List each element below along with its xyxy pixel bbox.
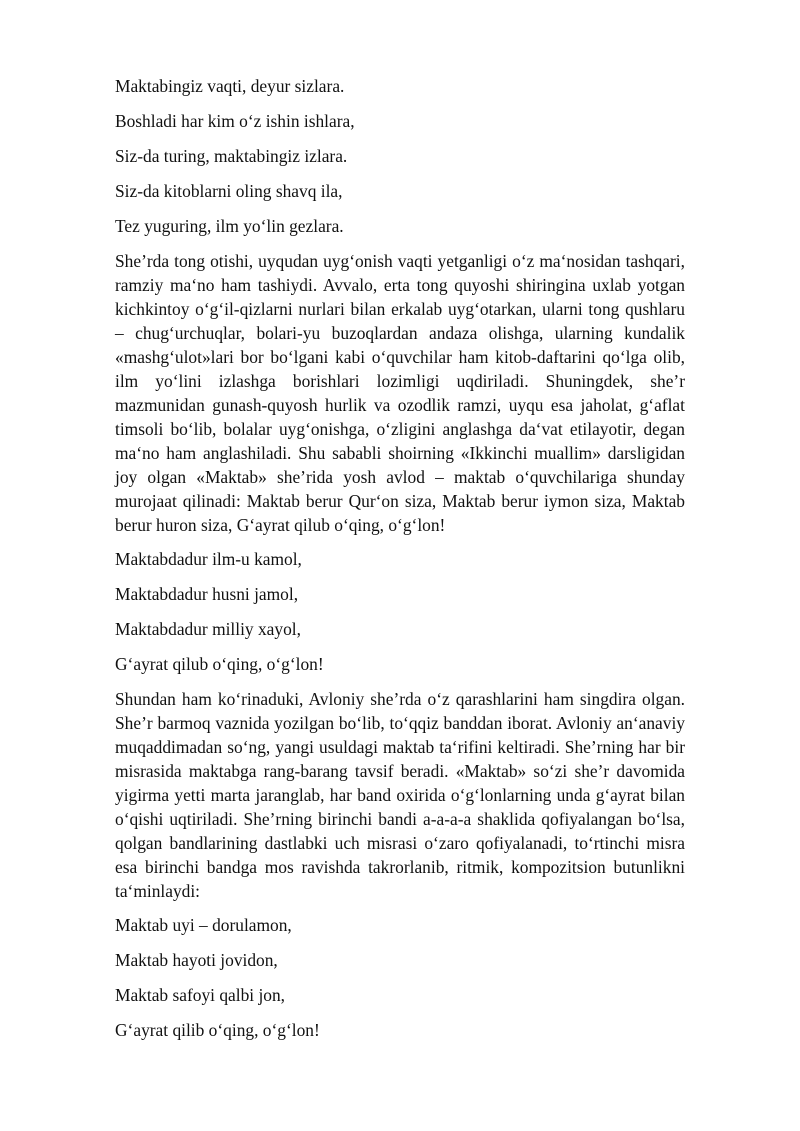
verse-line: Siz-da turing, maktabingiz izlara. bbox=[115, 146, 348, 166]
document-body bbox=[115, 74, 685, 1053]
verse-line: Maktab hayoti jovidon, bbox=[115, 950, 278, 970]
verse-line: Maktabdadur ilm-u kamol, bbox=[115, 549, 302, 569]
verse-line: G‘ayrat qilub o‘qing, o‘g‘lon! bbox=[115, 654, 324, 674]
verse-line: Maktabdadur husni jamol, bbox=[115, 584, 299, 604]
verse-line: Maktabingiz vaqti, deyur sizlara. bbox=[115, 76, 345, 96]
verse-line: Boshladi har kim o‘z ishin ishlara, bbox=[115, 111, 355, 131]
body-paragraph: Shundan ham ko‘rinaduki, Avloniy she’rda o‘z qarashlarini ham singdira olgan. She’r barmoq vaznida yozilgan bo‘lib, to‘qqiz banddan iborat. Avloniy an‘anaviy muqaddimadan so‘ng, yangi usuldagi maktab ta‘rifini keltiradi. She’rning har bir misrasida maktabga rang-barang tavsif beradi. «Maktab» so‘zi she’r davomida yigirma yetti marta jaranglab, har band oxirida o‘g‘lonlarning unda g‘ayrat bilan o‘qishi uqtiriladi. She’rning birinchi bandi a-a-a-a shaklida qofiyalangan bo‘lsa, qolgan bandlarining dastlabki uch misrasi o‘zaro qofiyalanadi, to‘rtinchi misra esa birinchi bandga mos ravishda takrorlanib, ritmik, kompozitsion butunlikni ta‘minlaydi: bbox=[115, 689, 685, 901]
verse-line: Tez yuguring, ilm yo‘lin gezlara. bbox=[115, 216, 344, 236]
verse-line: Siz-da kitoblarni oling shavq ila, bbox=[115, 181, 343, 201]
verse-line: Maktab safoyi qalbi jon, bbox=[115, 985, 286, 1005]
verse-line: Maktabdadur milliy xayol, bbox=[115, 619, 301, 639]
verse-line: G‘ayrat qilib o‘qing, o‘g‘lon! bbox=[115, 1020, 320, 1040]
verse-line: Maktab uyi – dorulamon, bbox=[115, 915, 292, 935]
body-paragraph: She’rda tong otishi, uyqudan uyg‘onish vaqti yetganligi o‘z ma‘nosidan tashqari, ramziy ma‘no ham tashiydi. Avvalo, erta tong quyoshi shiringina uxlab yotgan kichkintoy o‘g‘il-qizlarni nurlari bilan erkalab uyg‘otarkan, ularni tong qushlaru – chug‘urchuqlar, bolari-yu buzoqlardan andaza olishga, ularning kundalik «mashg‘ulot»lari bor bo‘lgani kabi o‘quvchilar ham kitob-daftarini qo‘lga olib, ilm yo‘lini izlashga borishlari lozimligi uqdiriladi. Shuningdek, she’r mazmunidan gunash-quyosh hurlik va ozodlik ramzi, uyqu esa jaholat, g‘aflat timsoli bo‘lib, bolalar uyg‘onishga, o‘zligini anglashga da‘vat etilayotir, degan ma‘no ham anglashiladi. Shu sababli shoirning «Ikkinchi muallim» darsligidan joy olgan «Maktab» she’rida yosh avlod – maktab o‘quvchilariga shunday murojaat qilinadi: Maktab berur Qur‘on siza, Maktab berur iymon siza, Maktab berur huron siza, G‘ayrat qilub o‘qing, o‘g‘lon! bbox=[115, 251, 685, 535]
